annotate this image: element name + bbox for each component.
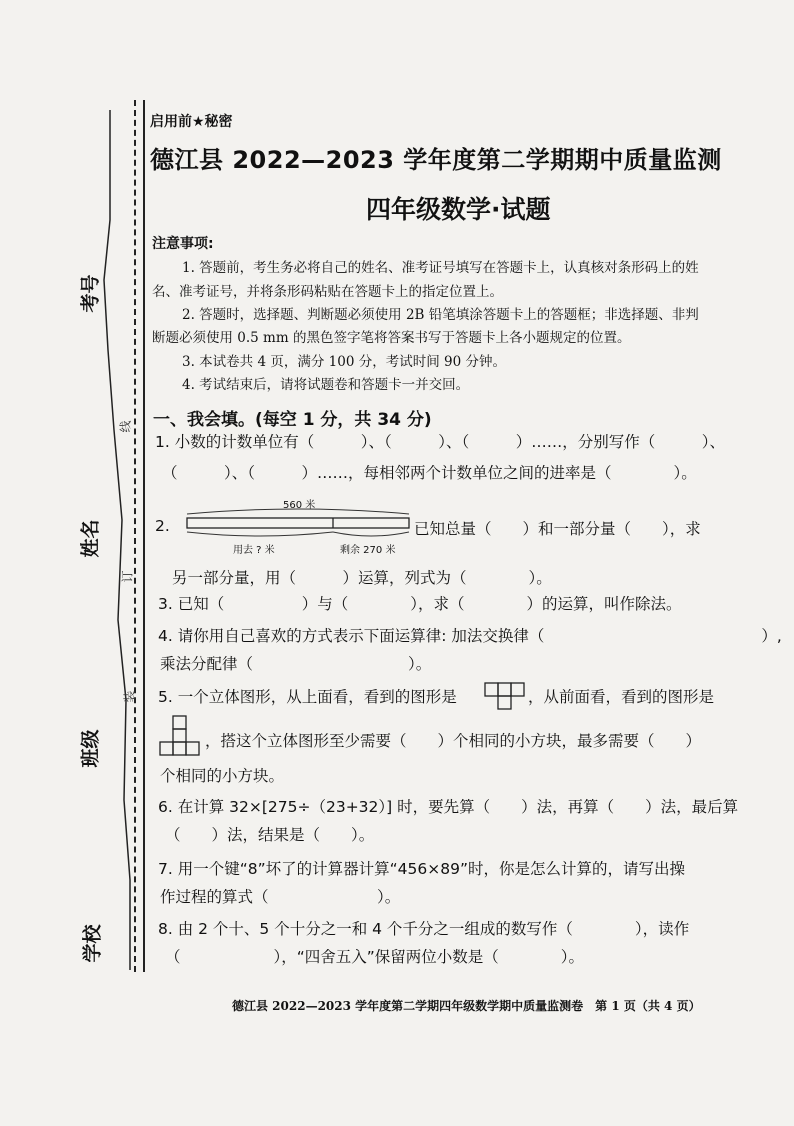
cut-mark-pack: 装 xyxy=(122,690,137,703)
notes-heading: 注意事项: xyxy=(152,236,214,252)
cut-mark-line: 线 xyxy=(118,420,133,433)
question-5-line3: 个相同的小方块。 xyxy=(160,767,285,785)
question-1-line1: 1. 小数的计数单位有（ ）、（ ）、（ ）……，分别写作（ ）、 xyxy=(155,433,725,451)
question-2-line2: 另一部分量，用（ ）运算，列式为（ ）。 xyxy=(172,569,552,587)
page-footer: 德江县 2022—2023 学年度第二学期四年级数学期中质量监测卷 第 1 页（共 4 页） xyxy=(232,999,701,1013)
question-5-line1: 5. 一个立体图形，从上面看，看到的图形是 xyxy=(158,688,457,706)
note-2b: 断题必须使用 0.5 mm 的黑色签字笔将答案书写于答题卡上各小题规定的位置。 xyxy=(152,330,631,346)
name-label: 姓名 xyxy=(79,519,102,558)
secret-label: 启用前★秘密 xyxy=(150,114,233,130)
question-1-line2: （ ）、（ ）……，每相邻两个计数单位之间的进率是（ ）。 xyxy=(162,464,697,482)
cut-line-solid xyxy=(143,100,145,972)
question-6-line1: 6. 在计算 32×[275÷（23+32）] 时，要先算（ ）法，再算（ ）法，最后算 xyxy=(158,798,739,816)
top-view-figure xyxy=(484,682,526,710)
question-6-line2: （ ）法，结果是（ ）。 xyxy=(165,826,375,844)
section-1-heading: 一、我会填。(每空 1 分，共 34 分) xyxy=(153,410,432,430)
question-5-line2: ，搭这个立体图形至少需要（ ）个相同的小方块，最多需要（ ） xyxy=(205,732,702,750)
question-5-line1b: ，从前面看，看到的图形是 xyxy=(528,688,715,706)
segment-diagram xyxy=(185,496,411,556)
note-3: 3. 本试卷共 4 页，满分 100 分，考试时间 90 分钟。 xyxy=(182,354,506,370)
note-2a: 2. 答题时，选择题、判断题必须使用 2B 铅笔填涂答题卡上的答题框；非选择题、非判 xyxy=(182,307,699,323)
exam-no-label: 考号 xyxy=(79,274,102,313)
exam-subtitle: 四年级数学·试题 xyxy=(366,195,551,224)
front-view-figure xyxy=(159,715,201,757)
question-2-number: 2. xyxy=(155,517,170,535)
school-label: 学校 xyxy=(81,924,104,963)
note-4: 4. 考试结束后，请将试题卷和答题卡一并交回。 xyxy=(182,377,470,393)
note-1b: 名、准考证号，并将条形码粘贴在答题卡上的指定位置上。 xyxy=(152,284,503,300)
question-2-line1: 已知总量（ ）和一部分量（ ），求 xyxy=(414,520,701,538)
diagram-used-label: 用去 ? 米 xyxy=(233,545,275,556)
diagram-remain-label: 剩余 270 米 xyxy=(340,545,396,556)
class-label: 班级 xyxy=(79,729,102,768)
question-8-line1: 8. 由 2 个十、5 个十分之一和 4 个千分之一组成的数写作（ ），读作 xyxy=(158,920,690,938)
cut-line-dashed xyxy=(134,100,136,972)
cut-mark-bind: 订 xyxy=(120,570,135,583)
question-7-line2: 作过程的算式（ ）。 xyxy=(160,888,401,906)
diagram-total-label: 560 米 xyxy=(283,500,316,511)
question-7-line1: 7. 用一个键“8”坏了的计算器计算“456×89”时，你是怎么计算的，请写出操 xyxy=(158,860,685,878)
question-3: 3. 已知（ ）与（ ），求（ ）的运算，叫作除法。 xyxy=(158,595,682,613)
question-8-line2: （ ），“四舍五入”保留两位小数是（ ）。 xyxy=(165,948,585,966)
note-1a: 1. 答题前，考生务必将自己的姓名、准考证号填写在答题卡上，认真核对条形码上的姓 xyxy=(182,260,699,276)
question-4-line2: 乘法分配律（ ）。 xyxy=(160,655,432,673)
question-4-line1: 4. 请你用自己喜欢的方式表示下面运算律: 加法交换律（ ）, xyxy=(158,627,782,645)
exam-title: 德江县 2022—2023 学年度第二学期期中质量监测 xyxy=(150,146,722,174)
